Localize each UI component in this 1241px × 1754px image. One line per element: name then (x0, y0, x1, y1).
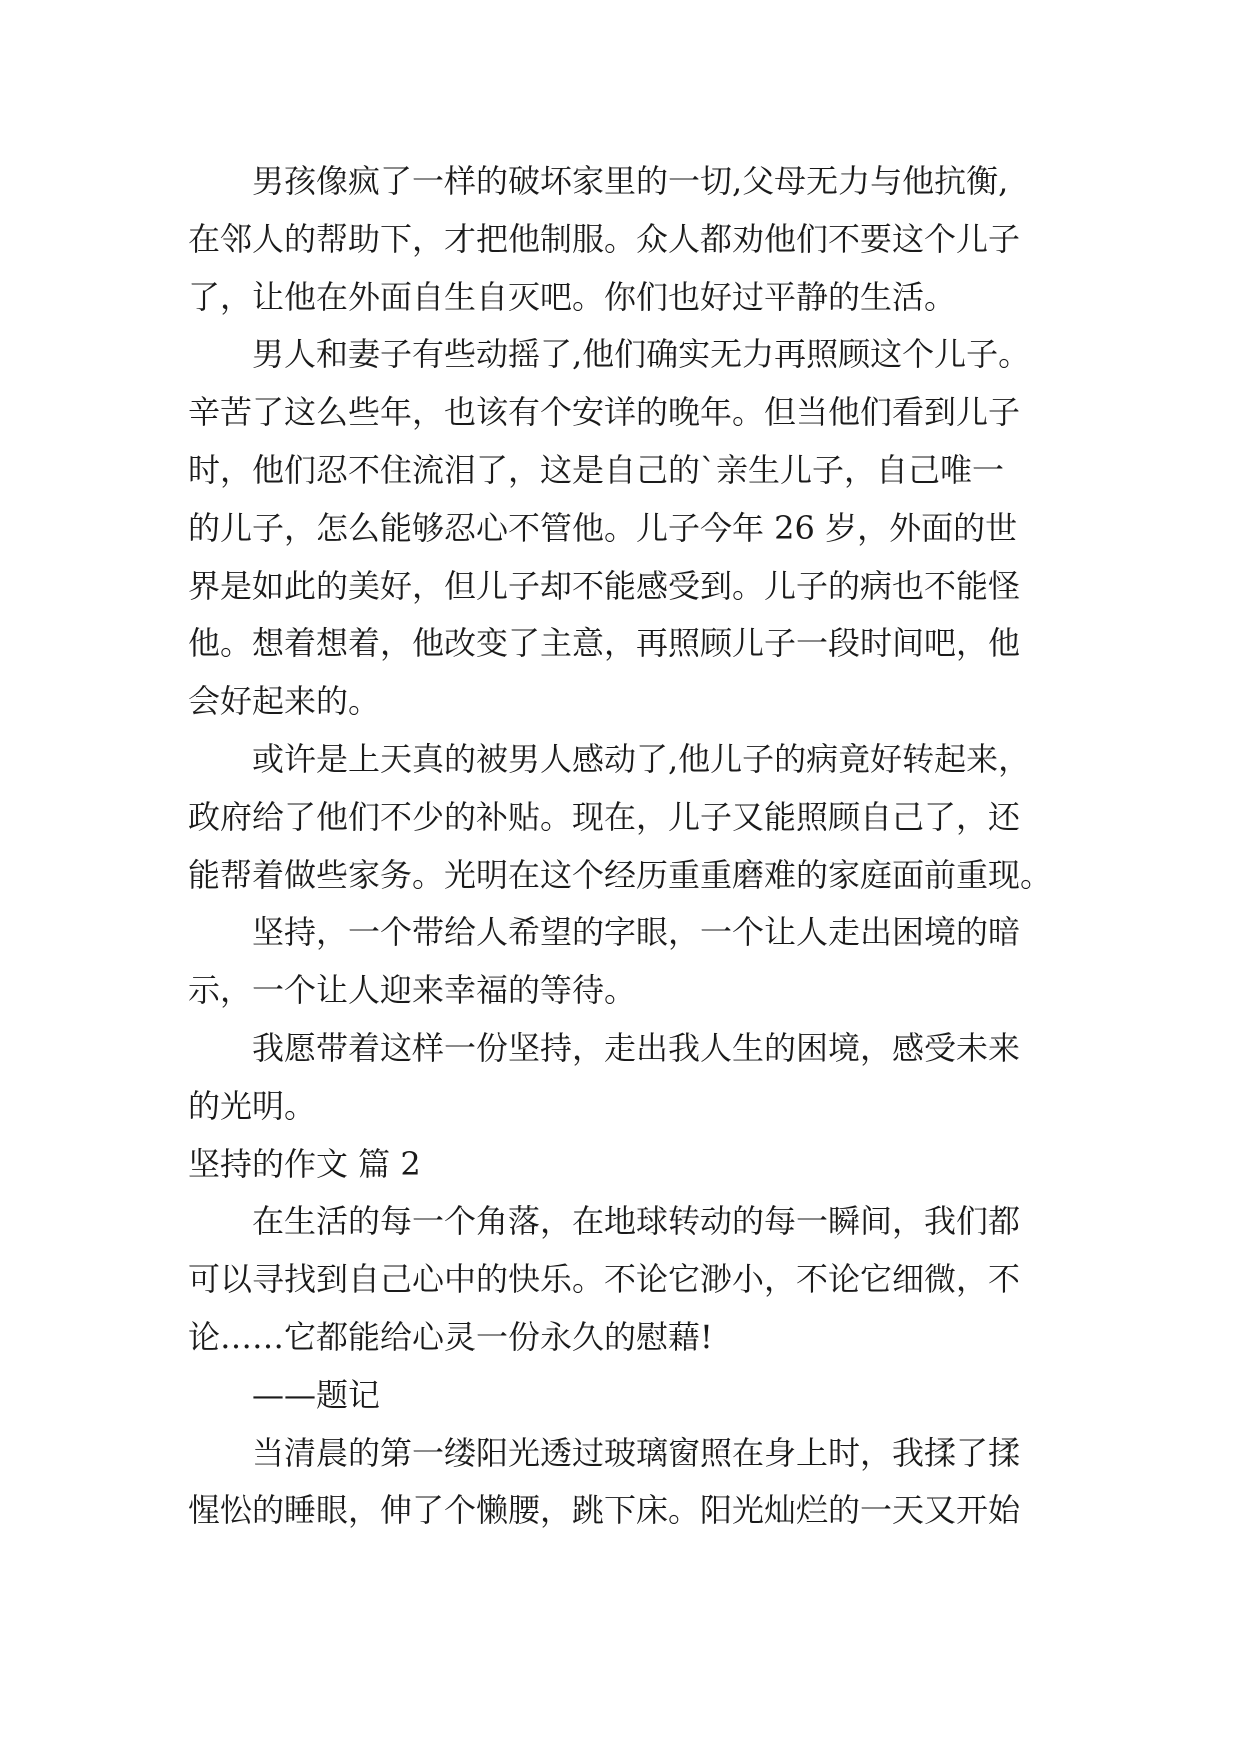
text-line: 会好起来的。 (188, 682, 381, 721)
text-line: 能帮着做些家务。光明在这个经历重重磨难的家庭面前重现。 (188, 855, 1053, 894)
text-line: 界是如此的美好，但儿子却不能感受到。儿子的病也不能怪 (188, 566, 1021, 605)
text-line: 或许是上天真的被男人感动了,他儿子的病竟好转起来， (252, 739, 1031, 778)
text-line: 辛苦了这么些年，也该有个安详的晚年。但当他们看到儿子 (188, 393, 1021, 432)
section-heading: 坚持的作文 篇 2 (188, 1144, 421, 1183)
text-line: 的光明。 (188, 1086, 317, 1125)
text-line: 男孩像疯了一样的破坏家里的一切,父母无力与他抗衡, (252, 162, 1009, 200)
text-line: 我愿带着这样一份坚持，走出我人生的困境，感受未来 (252, 1028, 1021, 1067)
text-line: 时，他们忍不住流泪了，这是自己的`亲生儿子，自己唯一 (188, 450, 1005, 489)
text-line: 男人和妻子有些动摇了,他们确实无力再照顾这个儿子。 (252, 335, 1031, 374)
text-line: 论……它都能给心灵一份永久的慰藉! (188, 1317, 713, 1356)
text-line: 在生活的每一个角落，在地球转动的每一瞬间，我们都 (252, 1202, 1021, 1241)
text-line: 可以寻找到自己心中的快乐。不论它渺小，不论它细微，不 (188, 1260, 1021, 1299)
text-line: 了，让他在外面自生自灭吧。你们也好过平静的生活。 (188, 277, 957, 316)
text-line: 惺忪的睡眼，伸了个懒腰，跳下床。阳光灿烂的一天又开始 (188, 1491, 1021, 1530)
text-line: 在邻人的帮助下，才把他制服。众人都劝他们不要这个儿子 (188, 219, 1021, 258)
text-line: 坚持，一个带给人希望的字眼，一个让人走出困境的暗 (252, 913, 1021, 952)
text-line: 的儿子，怎么能够忍心不管他。儿子今年 26 岁，外面的世 (188, 508, 1018, 547)
document-body (188, 153, 1068, 1540)
text-line: 政府给了他们不少的补贴。现在，儿子又能照顾自己了，还 (188, 797, 1021, 836)
text-line: 当清晨的第一缕阳光透过玻璃窗照在身上时，我揉了揉 (252, 1433, 1021, 1472)
epigraph-attribution: ——题记 (252, 1375, 381, 1414)
text-line: 他。想着想着，他改变了主意，再照顾儿子一段时间吧，他 (188, 624, 1021, 663)
text-line: 示，一个让人迎来幸福的等待。 (188, 971, 637, 1010)
